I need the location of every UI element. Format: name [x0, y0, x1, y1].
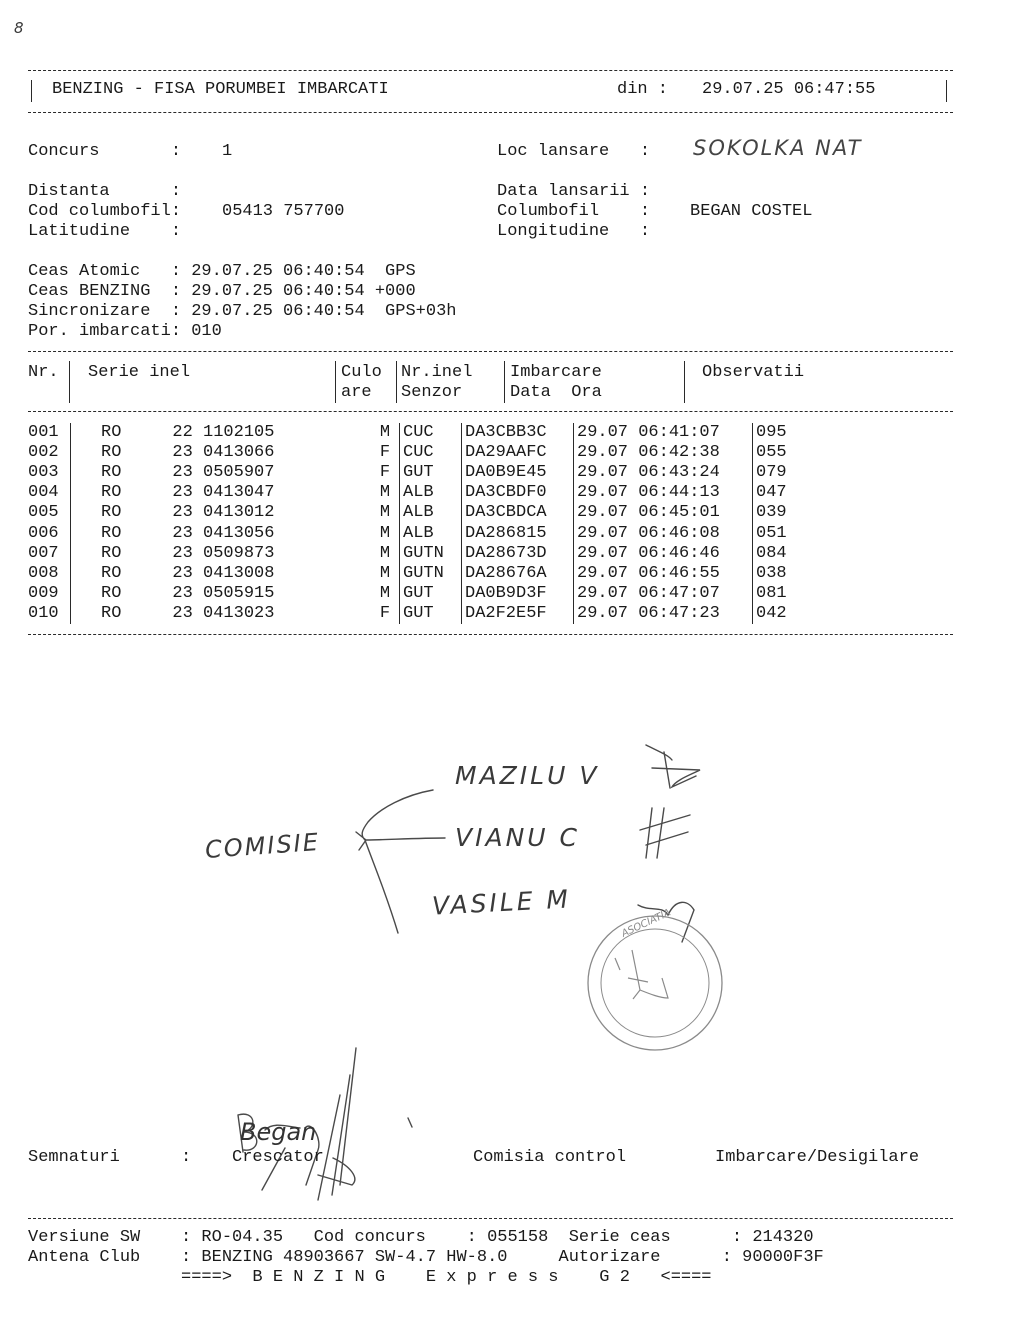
- row-nr: 007: [28, 543, 59, 563]
- member-3-handwritten: VASILE M: [431, 884, 572, 921]
- member-2-handwritten: VIANU C: [455, 823, 580, 852]
- row-observatii: 047: [753, 483, 817, 503]
- row-senzor: DA3CBDCA: [462, 503, 574, 523]
- footer-line-2: Antena Club : BENZING 48903667 SW-4.7 HW-8.0 Autorizare : 90000F3F: [28, 1248, 824, 1267]
- row-observatii: 042: [753, 604, 817, 624]
- row-nr: 009: [28, 583, 59, 603]
- header-imbarcare-1: Imbarcare: [510, 363, 602, 382]
- row-observatii: 095: [753, 423, 817, 443]
- row-nr: 003: [28, 463, 59, 483]
- row-senzor: DA29AAFC: [462, 443, 574, 463]
- report-title: BENZING - FISA PORUMBEI IMBARCATI: [52, 80, 389, 99]
- row-imbarcare: 29.07 06:43:24: [574, 463, 753, 483]
- initials-1: [646, 745, 700, 788]
- row-senzor: DA0B9E45: [462, 463, 574, 483]
- row-senzor: DA3CBB3C: [462, 423, 574, 443]
- row-sex: M: [379, 503, 391, 523]
- row-senzor: DA28676A: [462, 564, 574, 584]
- row-observatii: 055: [753, 443, 817, 463]
- row-nr: 010: [28, 603, 59, 623]
- row-culoare: ALB: [400, 503, 462, 523]
- row-sex: M: [379, 583, 391, 603]
- row-serie: RO 23 0413008: [71, 564, 372, 584]
- stamp-text: ASOCIATIA: [619, 907, 673, 940]
- concurs-label: Concurs :: [28, 142, 192, 161]
- header-imbarcare-2: Data Ora: [510, 383, 602, 402]
- row-sex: M: [379, 523, 391, 543]
- row-serie: RO 23 0505907: [71, 463, 372, 483]
- data-lansarii-label: Data lansarii :: [497, 182, 651, 201]
- row-imbarcare: 29.07 06:46:08: [574, 523, 753, 543]
- divider: [28, 1218, 953, 1219]
- por-imbarcati-line: Por. imbarcati: 010: [28, 322, 222, 341]
- row-culoare: GUTN: [400, 564, 462, 584]
- row-culoare: ALB: [400, 483, 462, 503]
- loc-lansare-label: Loc lansare :: [497, 142, 651, 161]
- row-culoare: GUT: [400, 604, 462, 624]
- row-sex: F: [379, 603, 391, 623]
- row-nr: 006: [28, 523, 59, 543]
- header-nr: Nr.: [28, 363, 59, 382]
- row-culoare: CUC: [400, 443, 462, 463]
- comisie-handwritten: COMISIE: [204, 828, 321, 864]
- row-culoare: GUTN: [400, 544, 462, 564]
- ceas-atomic-line: Ceas Atomic : 29.07.25 06:40:54 GPS: [28, 262, 416, 281]
- row-nr: 002: [28, 443, 59, 463]
- row-observatii: 079: [753, 463, 817, 483]
- cod-columbofil-label: Cod columbofil:: [28, 202, 192, 221]
- row-culoare: GUT: [400, 584, 462, 604]
- row-observatii: 081: [753, 584, 817, 604]
- report-datetime: 29.07.25 06:47:55: [702, 80, 876, 99]
- row-serie: RO 23 0413012: [71, 503, 372, 523]
- row-nr: 001: [28, 423, 59, 443]
- columbofil-value: BEGAN COSTEL: [690, 202, 813, 221]
- row-imbarcare: 29.07 06:42:38: [574, 443, 753, 463]
- row-imbarcare: 29.07 06:45:01: [574, 503, 753, 523]
- row-serie: RO 23 0413056: [71, 523, 372, 543]
- sincronizare-line: Sincronizare : 29.07.25 06:40:54 GPS+03h: [28, 302, 457, 321]
- row-imbarcare: 29.07 06:47:23: [574, 604, 753, 624]
- row-observatii: 084: [753, 544, 817, 564]
- row-sex: M: [379, 423, 391, 443]
- row-sex: M: [379, 483, 391, 503]
- row-sex: M: [379, 563, 391, 583]
- row-sex: F: [379, 463, 391, 483]
- row-culoare: GUT: [400, 463, 462, 483]
- cod-columbofil-value: 05413 757700: [222, 202, 345, 221]
- row-imbarcare: 29.07 06:44:13: [574, 483, 753, 503]
- page-number-mark: 8: [14, 19, 24, 37]
- initials-2: [640, 808, 690, 858]
- row-serie: RO 23 0509873: [71, 544, 372, 564]
- imbarcare-desigilare-label: Imbarcare/Desigilare: [715, 1148, 920, 1167]
- row-senzor: DA0B9D3F: [462, 584, 574, 604]
- row-sex: M: [379, 543, 391, 563]
- loc-lansare-handwritten: SOKOLKA NAT: [693, 136, 863, 160]
- header-senzor-1: Nr.inel: [401, 363, 473, 382]
- row-culoare: CUC: [400, 423, 462, 443]
- row-nr: 005: [28, 503, 59, 523]
- row-observatii: 051: [753, 523, 817, 543]
- row-senzor: DA28673D: [462, 544, 574, 564]
- header-serie: Serie inel: [88, 363, 191, 382]
- header-culoare-1: Culo: [341, 363, 382, 382]
- crescator-signature-text: Began: [240, 1118, 317, 1146]
- semnaturi-label: Semnaturi :: [28, 1148, 192, 1167]
- row-serie: RO 23 0413066: [71, 443, 372, 463]
- row-observatii: 038: [753, 564, 817, 584]
- row-senzor: DA3CBDF0: [462, 483, 574, 503]
- row-observatii: 039: [753, 503, 817, 523]
- longitudine-label: Longitudine :: [497, 222, 651, 241]
- row-nr: 004: [28, 483, 59, 503]
- row-imbarcare: 29.07 06:47:07: [574, 584, 753, 604]
- latitudine-label: Latitudine :: [28, 222, 182, 241]
- header-observatii: Observatii: [702, 363, 805, 382]
- header-senzor-2: Senzor: [401, 383, 463, 402]
- report-date-label: din :: [617, 80, 669, 99]
- row-imbarcare: 29.07 06:46:46: [574, 544, 753, 564]
- row-culoare: ALB: [400, 523, 462, 543]
- row-imbarcare: 29.07 06:41:07: [574, 423, 753, 443]
- row-nr: 008: [28, 563, 59, 583]
- row-serie: RO 23 0505915: [71, 584, 372, 604]
- row-imbarcare: 29.07 06:46:55: [574, 564, 753, 584]
- row-senzor: DA286815: [462, 523, 574, 543]
- row-sex: F: [379, 443, 391, 463]
- distanta-label: Distanta :: [28, 182, 182, 201]
- crescator-label: Crescator: [232, 1148, 324, 1167]
- comisia-control-label: Comisia control: [473, 1148, 627, 1167]
- header-culoare-2: are: [341, 383, 372, 402]
- row-serie: RO 23 0413047: [71, 483, 372, 503]
- row-serie: RO 22 1102105: [71, 423, 372, 443]
- columbofil-label: Columbofil :: [497, 202, 661, 221]
- ceas-benzing-line: Ceas BENZING : 29.07.25 06:40:54 +000: [28, 282, 416, 301]
- member-1-handwritten: MAZILU V: [455, 761, 600, 790]
- concurs-value: 1: [222, 142, 233, 161]
- row-serie: RO 23 0413023: [71, 604, 372, 624]
- footer-line-1: Versiune SW : RO-04.35 Cod concurs : 055158 Serie ceas : 214320: [28, 1228, 814, 1247]
- footer-line-3: ====> B E N Z I N G E x p r e s s G 2 <====: [28, 1268, 712, 1287]
- row-senzor: DA2F2E5F: [462, 604, 574, 624]
- association-stamp: [588, 916, 722, 1050]
